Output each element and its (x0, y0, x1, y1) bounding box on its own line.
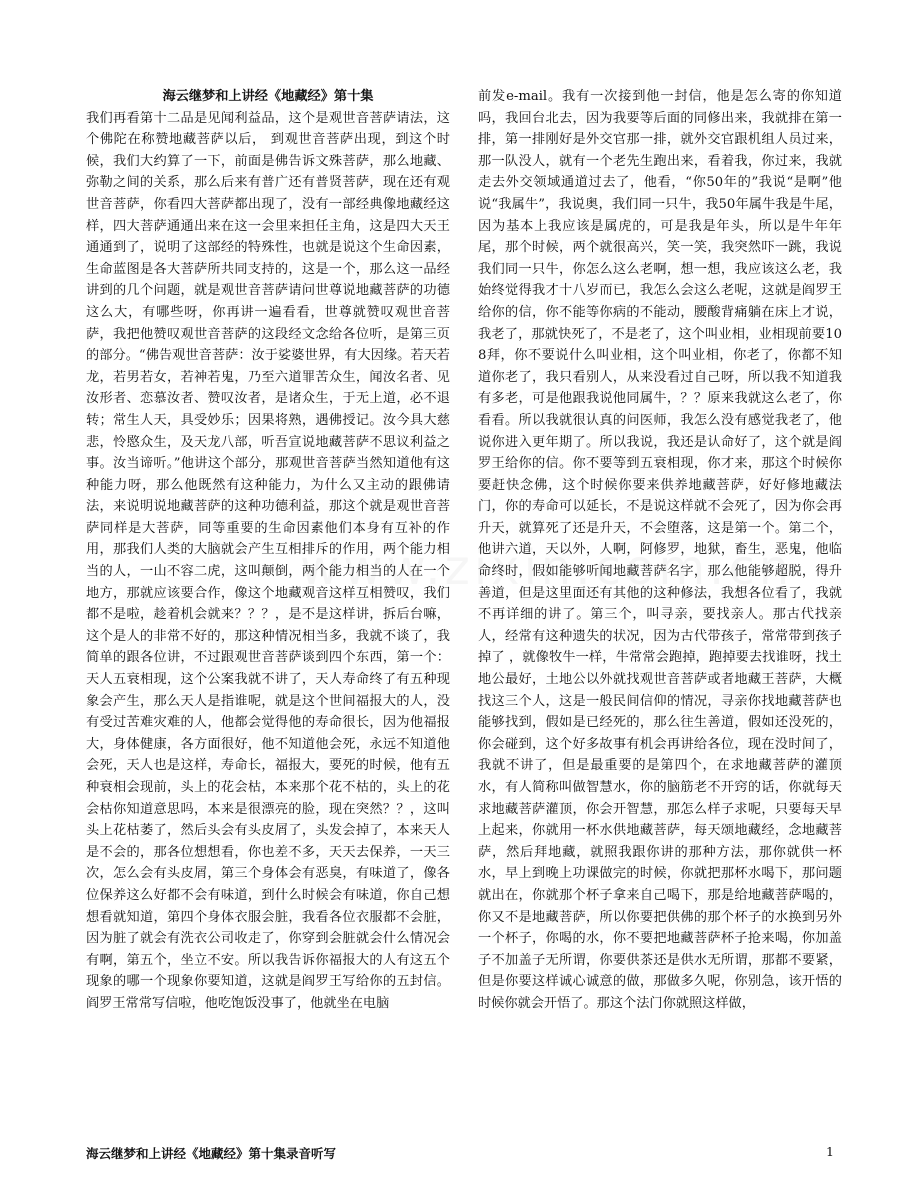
body-paragraph: 前发e-mail。我有一次接到他一封信，他是怎么寄的你知道吗，我回台北去，因为我要等后面的同修出来，我就排在第一排，第一排刚好是外交官那一排，就外交官跟机组人员过来，那一队没人，就有一个老先生跑出来，看着我，你过来，我就走去外交领域通道过去了，他看，“你50年的”我说“是啊”他说“我属牛”，我说奥，我们同一只牛，我50年属牛我是牛尾，因为基本上我应该是属虎的，可是我是年头，所以是牛年年尾，那个时候，两个就很高兴，笑一笑，我突然吓一跳，我说我们同一只牛，你怎么这么老啊，想一想，我应该这么老，我始终觉得我才十八岁而已，我怎么会这么老呢，这就是阎罗王给你的信，你不能等你病的不能动，腰酸背痛躺在床上才说，我老了，那就快死了，不是老了，这个叫业相，业相现前要108拜，你不要说什么叫业相，这个叫业相，你老了，你都不知道你老了，我只看别人，从来没看过自己呀，所以我不知道我有多老，可是他跟我说他同属牛，？？原来我就这么老了，你看看。所以我就很认真的问医师，我怎么没有感觉我老了，他说你进入更年期了。所以我说，我还是认命好了，这个就是阎罗王给你的信。你不要等到五衰相现，你才来，那这个时候你要赶快念佛，这个时候你要来供养地藏菩萨，好好修地藏法门，你的寿命可以延长，不是说这样就不会死了，因为你会再升天，就算死了还是升天，不会堕落，这是第一个。第二个，他讲六道，天以外，人啊，阿修罗，地狱，畜生，恶鬼，他临命终时，假如能够听闻地藏菩萨名字，那么他能够超脱，得升善道，但是这里面还有其他的这种修法，我想各位看了，我就不再详细的讲了。第三个，叫寻亲，要找亲人。那古代找亲人，经常有这种遗失的状况，因为古代带孩子，常常带到孩子掉了 ，就像牧牛一样，牛常常会跑掉，跑掉要去找谁呀，找土地公最好，土地公以外就找观世音菩萨或者地藏王菩萨，大概找这三个人，这是一般民间信仰的情况，寻亲你找地藏菩萨也能够找到，假如是已经死的，那么往生善道，假如还没死的，你会碰到，这个好多故事有机会再讲给各位，现在没时间了，我就不讲了，但是最重要的是第四个，在求地藏菩萨的灌顶水，有人简称叫做智慧水，你的脑筋老不开窍的话，你就每天求地藏菩萨灌顶，你会开智慧，那怎么样子求呢，只要每天早上起来，你就用一杯水供地藏菩萨，每天颂地藏经，念地藏菩萨，然后拜地藏，就照我跟你讲的那种方法，那你就供一杯水，早上到晚上功课做完的时候，你就把那杯水喝下，那问题就出在，你就那个杯子拿来自己喝下，那是给地藏菩萨喝的，你又不是地藏菩萨，所以你要把供佛的那个杯子的水换到另外一个杯子，你喝的水，你不要把地藏菩萨杯子抢来喝，你加盖子不加盖子无所谓，你要供茶还是供水无所谓，那都不要紧，但是你要这样诚心诚意的做，那做多久呢，你别急，该开悟的时候你就会开悟了。那这个法门你就照这样做， (478, 89, 842, 1011)
watermark (300, 540, 793, 596)
body-paragraph: 我们再看第十二品是见闻利益品，这个是观世音菩萨请法，这个佛陀在称赞地藏菩萨以后， 到观世音菩萨出现，到这个时候，我们大约算了一下，前面是佛告诉文殊菩萨，那么地藏、弥勒之间的关系，那么后来有普广还有普贤菩萨，现在还有观世音菩萨，你看四大菩萨都出现了，没有一部经典像地藏经这样，四大菩萨通通出来在这一会里来担任主角，这是四大天王通通到了，说明了这部经的特殊性，也就是说这个生命因素，生命蓝图是各大菩萨所共同支持的，这是一个，那么这一品经讲到的几个问题，就是观世音菩萨请问世尊说地藏菩萨的功德这么大，有哪些呀，你再讲一遍看看，世尊就赞叹观世音菩萨，我把他赞叹观世音菩萨的这段经文念给各位听，是第三页的部分。“佛告观世音菩萨：汝于娑婆世界，有大因缘。若天若龙，若男若女，若神若鬼，乃至六道罪苦众生，闻汝名者、见汝形者、恋慕汝者、赞叹汝者，是诸众生，于无上道，必不退转；常生人天，具受妙乐；因果将熟，遇佛授记。汝今具大慈悲，怜愍众生，及天龙八部，听吾宣说地藏菩萨不思议利益之事。汝当谛听。”他讲这个部分，那观世音菩萨当然知道他有这种能力呀，那么他既然有这种能力，为什么又主动的跟佛请法，来说明说地藏菩萨的这种功德利益，那这个就是观世音菩萨同样是大菩萨，同等重要的生命因素他们本身有互补的作用，那我们人类的大脑就会产生互相排斥的作用，两个能力相当的人，一山不容二虎，这叫颠倒，两个能力相当的人在一个地方，那就应该要合作，像这个地藏观音这样互相赞叹，我们都不是啦，趁着机会就来？？？，是不是这样讲，拆后台嘛，这个是人的非常不好的，那这种情况相当多，我就不谈了，我简单的跟各位讲，不过跟观世音菩萨谈到四个东西，第一个：天人五衰相现，这个公案我就不讲了，天人寿命终了有五种现象会产生，那么天人是指谁呢，就是这个世间福报大的人，没有受过苦难灾难的人，他都会觉得他的寿命很长，因为他福报大，身体健康，各方面很好，他不知道他会死，永远不知道他会死，天人也是这样，寿命长，福报大，要死的时候，他有五种衰相会现前，头上的花会枯，本来那个花不枯的，头上的花会枯你知道意思吗，本来是很漂亮的脸，现在突然？？，这叫头上花枯萎了，然后头会有头皮屑了，头发会掉了，本来天人是不会的，那各位想想看，你也差不多，天天去保养，一天三次，怎么会有头皮屑，第三个身体会有恶臭，有味道了，像各位保养这么好都不会有味道，到什么时候会有味道，你自己想想看就知道，第四个身体衣服会脏，我看各位衣服都不会脏，因为脏了就会有洗衣公司收走了，你穿到会脏就会什么情况会有啊，第五个，坐立不安。所以我告诉你福报大的人有这五个现象的哪一个现象你要知道，这就是阎罗王写给你的五封信。阎罗王常常写信啦，他吃饱饭没事了，他就坐在电脑 (86, 110, 450, 1011)
document-title: 海云继梦和上讲经《地藏经》第十集 (162, 89, 374, 104)
footer-title: 海云继梦和上讲经《地藏经》第十集录音听写 (86, 1146, 337, 1161)
page-number: 1 (826, 1144, 834, 1159)
